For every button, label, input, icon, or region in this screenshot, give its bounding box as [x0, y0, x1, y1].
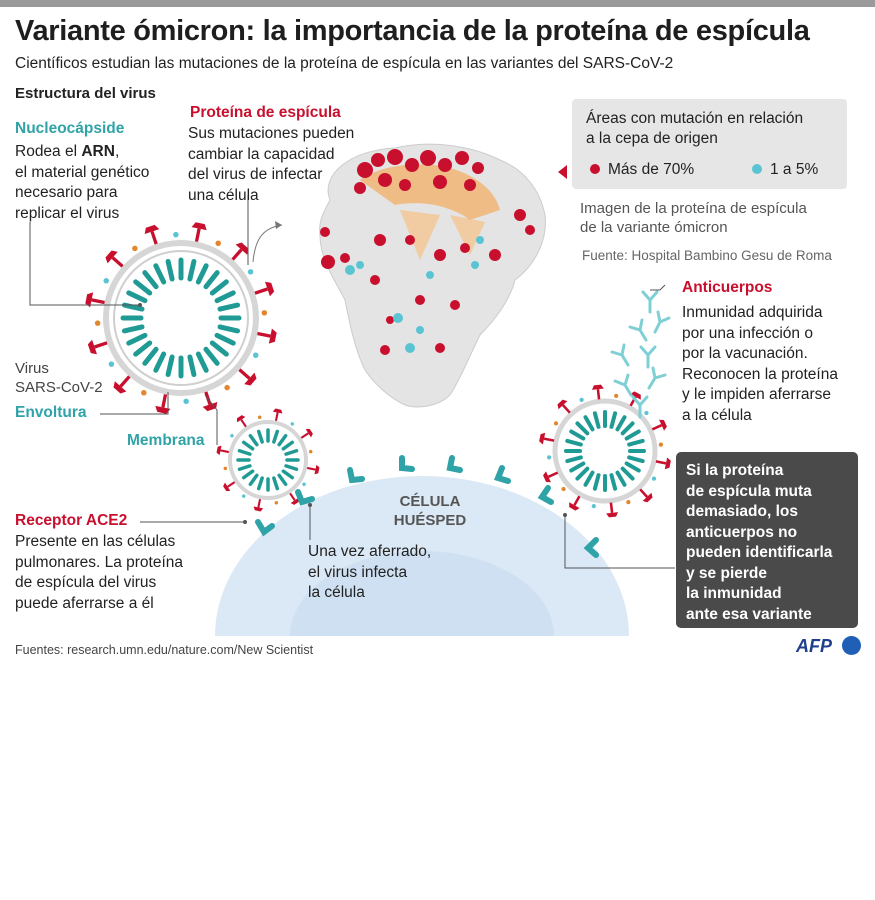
spike-stem	[196, 229, 199, 242]
legend-box	[572, 99, 847, 189]
mutation-warning-box	[676, 452, 858, 628]
membrana-label: Membrana	[127, 432, 205, 449]
anticuerpos-label: Anticuerpos	[682, 279, 773, 296]
legend-item-high: Más de 70%	[590, 161, 694, 179]
membrane-protein	[580, 398, 584, 402]
red-dot-icon	[590, 164, 600, 174]
spike-stem	[121, 376, 130, 386]
spike-stem	[544, 439, 554, 441]
spike-stem	[301, 433, 308, 438]
spike-stem	[258, 499, 260, 507]
aferrado-text: Una vez aferrado, el virus infecta la célula	[308, 543, 432, 601]
receptor-label: Receptor ACE2	[15, 512, 128, 529]
membrane-protein	[626, 500, 630, 504]
membrane-protein	[230, 434, 234, 438]
virus-neutralized	[539, 385, 671, 518]
membrane-protein	[652, 477, 656, 481]
spike-stem	[221, 450, 229, 452]
membrane-protein	[659, 442, 663, 446]
image-caption: Imagen de la proteína de espícula de la variante ómicron	[580, 200, 807, 236]
afp-logo: AFP	[796, 636, 832, 656]
afp-logo-circle-icon	[842, 636, 861, 655]
spike-stem	[113, 258, 123, 267]
membrane-protein	[614, 394, 618, 398]
membrane-protein	[275, 501, 279, 505]
spike-head	[592, 385, 604, 390]
virus-attaching	[217, 409, 320, 512]
spike-stem	[163, 394, 166, 407]
page-title: Variante ómicron: la importancia de la proteína de espícula	[15, 15, 810, 47]
membrane-protein	[547, 455, 551, 459]
spike-stem	[255, 289, 268, 293]
membrane-protein	[132, 246, 138, 252]
membrane-protein	[224, 385, 230, 391]
spike-stem	[95, 343, 108, 347]
membrane-protein	[95, 320, 101, 326]
proteina-label: Proteína de espícula	[190, 104, 341, 121]
spike-stem	[640, 489, 647, 497]
legend-pointer	[558, 165, 567, 179]
nucleocapside-label: Nucleocápside	[15, 120, 125, 137]
envoltura-label: Envoltura	[15, 404, 87, 421]
section-title: Estructura del virus	[15, 85, 156, 102]
membrane-protein	[183, 399, 189, 405]
receptor-text: Presente en las células pulmonares. La proteína de espícula del virus puede aferrarse a él	[15, 533, 184, 612]
membrane-protein	[103, 278, 109, 284]
proteina-text: Sus mutaciones pueden cambiar la capacidad del virus de infectar una célula	[188, 125, 355, 204]
spike-stem	[548, 473, 557, 477]
footer-sources: Fuentes: research.umn.edu/nature.com/New Scientist	[15, 643, 314, 657]
membrane-protein	[561, 487, 565, 491]
membrane-protein	[224, 467, 228, 471]
membrane-protein	[291, 422, 295, 426]
spike-stem	[307, 468, 315, 470]
spike-stem	[276, 413, 278, 421]
spike-stem	[152, 232, 156, 245]
spike-stem	[652, 425, 661, 429]
spike-stem	[228, 482, 235, 487]
spike-stem	[598, 389, 599, 399]
membrane-protein	[248, 269, 254, 275]
spike-stem	[92, 300, 105, 303]
membrane-protein	[141, 390, 147, 396]
curved-arrow-head	[275, 221, 282, 229]
membrane-protein	[302, 483, 306, 487]
image-source: Fuente: Hospital Bambino Gesu de Roma	[582, 248, 832, 263]
teal-dot-icon	[752, 164, 762, 174]
spike-stem	[233, 250, 242, 260]
membrane-protein	[242, 494, 246, 498]
membrane-protein	[554, 421, 558, 425]
spike-stem	[290, 493, 295, 500]
membrane-protein	[109, 361, 115, 367]
membrane-protein	[173, 232, 179, 238]
spike-stem	[241, 420, 246, 427]
membrane-protein	[592, 504, 596, 508]
membrane-protein	[644, 411, 648, 415]
spike-stem	[574, 496, 579, 505]
nucleocapside-text: Rodea el ARN, el material genético necesario para replicar el virus	[15, 143, 150, 222]
spike-stem	[257, 333, 270, 336]
membrane-protein	[253, 352, 258, 358]
spike-stem	[239, 370, 249, 379]
spike-stem	[611, 503, 612, 513]
membrane-protein	[215, 240, 221, 246]
membrane-protein	[309, 450, 313, 454]
spike-stem	[656, 461, 666, 463]
spike-stem	[563, 405, 570, 413]
legend-title: Áreas con mutación en relación a la cepa de origen	[586, 110, 804, 147]
legend-item-low: 1 a 5%	[752, 161, 818, 179]
host-cell-label: CÉLULA HUÉSPED	[393, 493, 467, 529]
membrane-protein	[258, 416, 262, 420]
spike-head	[606, 512, 618, 517]
page-subtitle: Científicos estudian las mutaciones de la proteína de espícula en las variantes del SARS-CoV-2	[15, 55, 674, 72]
mutation-warning-text: Si la proteína de espícula muta demasiado, los anticuerpos no pueden identificarla y se pierde la inmunidad ante esa variante	[686, 462, 833, 623]
membrane-protein	[262, 310, 268, 316]
anticuerpos-text: Inmunidad adquirida por una infección o por la vacunación. Reconocen la proteína y le impiden aferrarse a la célula	[682, 304, 838, 424]
virus-label: Virus SARS-CoV-2	[15, 360, 103, 396]
